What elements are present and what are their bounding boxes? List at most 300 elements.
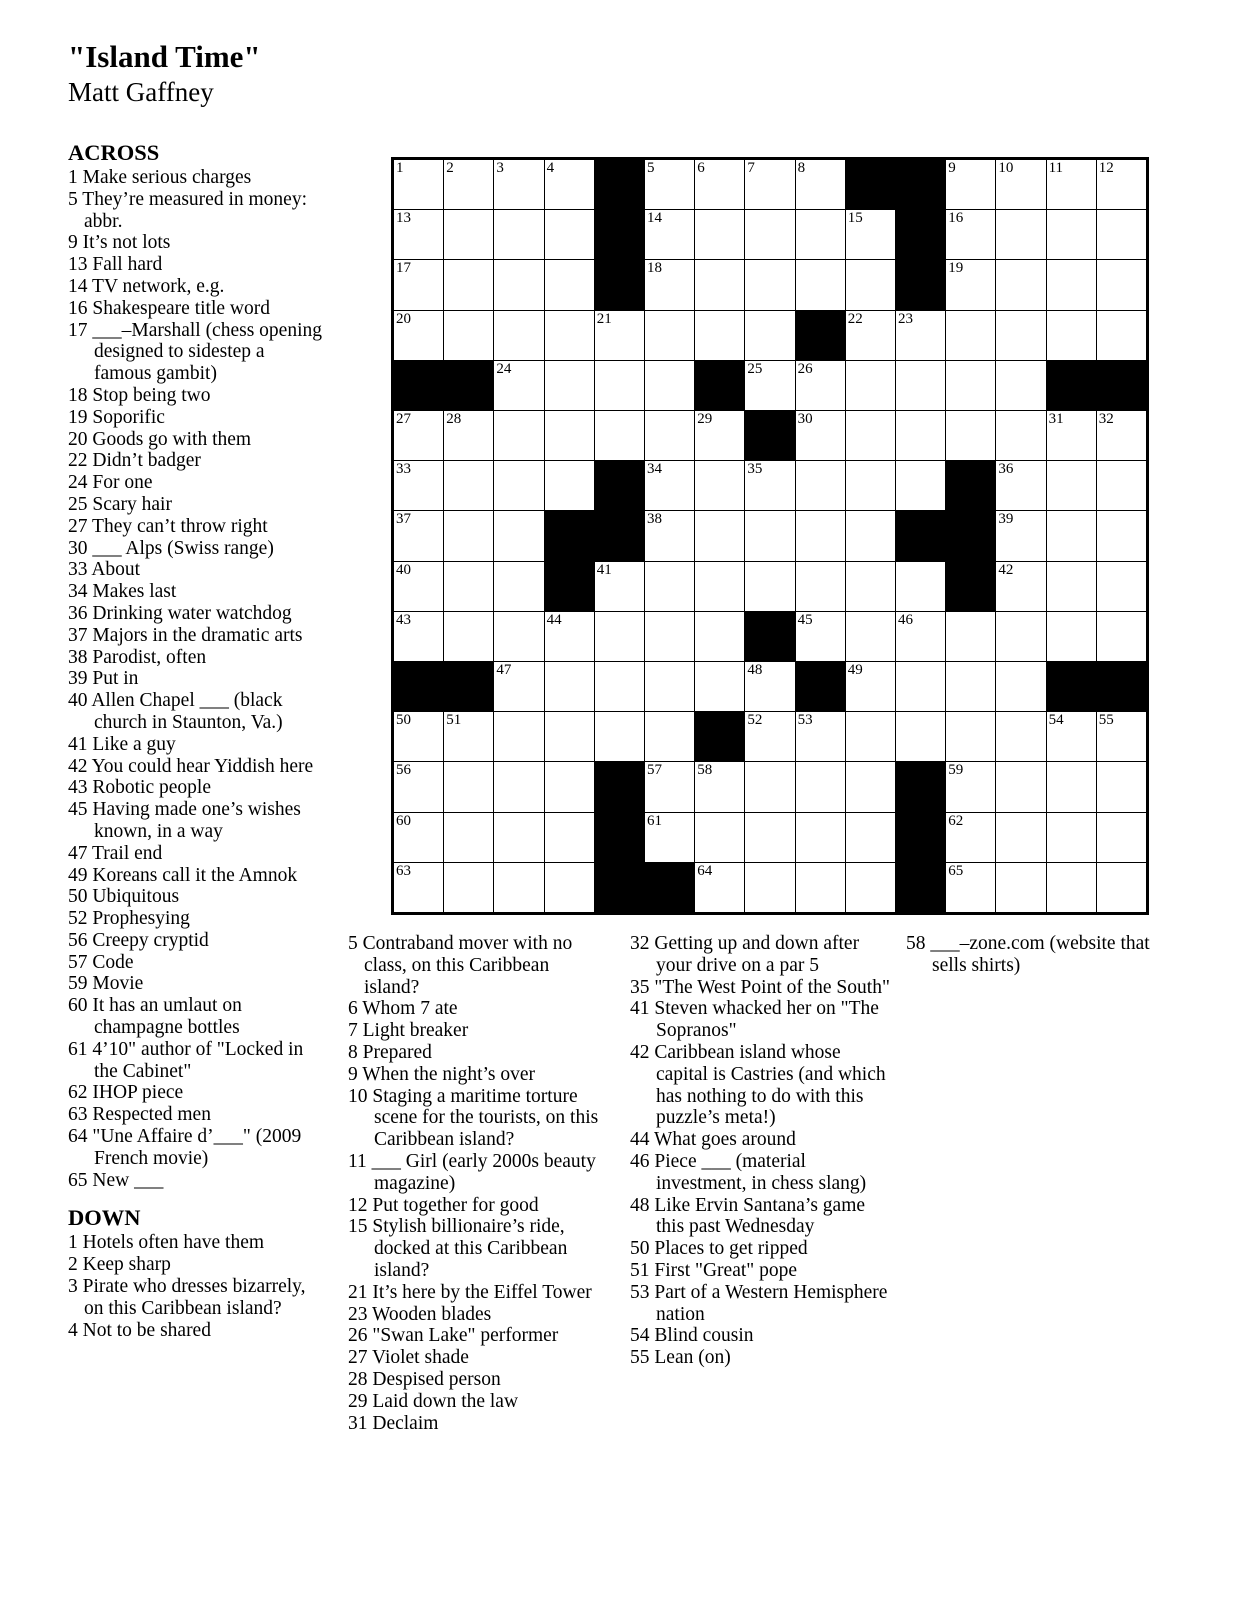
grid-cell[interactable] — [946, 762, 995, 811]
grid-cell[interactable] — [494, 863, 543, 912]
grid-cell[interactable] — [695, 210, 744, 259]
clue-number: 10 — [348, 1085, 368, 1107]
grid-cell[interactable] — [394, 762, 443, 811]
cell-number: 44 — [546, 611, 562, 628]
clue-number: 42 — [630, 1041, 650, 1063]
grid-cell[interactable] — [846, 562, 895, 611]
grid-cell[interactable] — [444, 612, 493, 661]
grid-cell[interactable] — [946, 260, 995, 309]
clue-41 — [630, 998, 892, 1042]
clue-text: Movie — [92, 973, 144, 995]
grid-cell[interactable] — [946, 863, 995, 912]
grid-cell[interactable] — [645, 361, 694, 410]
grid-cell[interactable] — [595, 311, 644, 360]
grid-cell[interactable] — [946, 411, 995, 460]
grid-cell[interactable] — [494, 461, 543, 510]
grid-cell[interactable] — [796, 461, 845, 510]
grid-cell[interactable] — [545, 260, 594, 309]
grid-black-cell — [745, 411, 794, 460]
grid-cell[interactable] — [745, 210, 794, 259]
clue-text: Makes last — [92, 581, 177, 603]
grid-cell[interactable] — [1097, 562, 1146, 611]
clue-49 — [68, 865, 324, 887]
clue-21 — [348, 1282, 606, 1304]
grid-cell[interactable] — [796, 863, 845, 912]
grid-cell[interactable] — [796, 260, 845, 309]
clue-text: Hotels often have them — [82, 1232, 265, 1254]
grid-cell[interactable] — [745, 511, 794, 560]
cell-number: 33 — [396, 461, 411, 478]
clue-number: 17 — [68, 319, 88, 341]
clue-text: Like a guy — [92, 733, 176, 755]
clue-50 — [68, 886, 324, 908]
clue-60 — [68, 995, 324, 1039]
clue-number: 1 — [68, 1232, 78, 1254]
grid-cell[interactable] — [1047, 863, 1096, 912]
grid-black-cell — [394, 361, 443, 410]
grid-cell[interactable] — [896, 662, 945, 711]
grid-cell[interactable] — [796, 411, 845, 460]
cell-number: 20 — [396, 310, 411, 327]
grid-cell[interactable] — [1097, 411, 1146, 460]
grid-cell[interactable] — [695, 411, 744, 460]
clue-number: 41 — [68, 733, 88, 755]
grid-cell[interactable] — [745, 863, 794, 912]
grid-cell[interactable] — [996, 260, 1045, 309]
clue-number: 40 — [68, 690, 88, 712]
grid-cell[interactable] — [996, 511, 1045, 560]
grid-cell[interactable] — [996, 662, 1045, 711]
clue-number: 6 — [348, 998, 358, 1020]
grid-cell[interactable] — [695, 562, 744, 611]
clue-text: For one — [92, 472, 153, 494]
clue-64 — [68, 1126, 324, 1170]
grid-cell[interactable] — [545, 361, 594, 410]
grid-cell[interactable] — [645, 662, 694, 711]
clue-17 — [68, 320, 324, 385]
grid-cell[interactable] — [946, 813, 995, 862]
clue-7 — [348, 1020, 606, 1042]
cell-number: 14 — [647, 210, 662, 227]
grid-cell[interactable] — [1097, 863, 1146, 912]
clue-25 — [68, 494, 324, 516]
grid-cell[interactable] — [846, 712, 895, 761]
grid-cell[interactable] — [645, 411, 694, 460]
grid-cell[interactable] — [896, 712, 945, 761]
grid-cell[interactable] — [796, 813, 845, 862]
grid-black-cell — [745, 612, 794, 661]
grid-cell[interactable] — [1047, 311, 1096, 360]
grid-cell[interactable] — [796, 160, 845, 209]
grid-cell[interactable] — [1097, 511, 1146, 560]
grid-cell[interactable] — [1097, 461, 1146, 510]
grid-cell[interactable] — [846, 461, 895, 510]
grid-black-cell — [896, 762, 945, 811]
grid-cell[interactable] — [394, 311, 443, 360]
grid-cell[interactable] — [444, 210, 493, 259]
grid-cell[interactable] — [796, 210, 845, 259]
grid-black-cell — [545, 562, 594, 611]
grid-black-cell — [1047, 361, 1096, 410]
grid-cell[interactable] — [444, 511, 493, 560]
grid-cell[interactable] — [1047, 562, 1096, 611]
grid-cell[interactable] — [444, 260, 493, 309]
grid-cell[interactable] — [996, 813, 1045, 862]
grid-cell[interactable] — [645, 712, 694, 761]
clue-38 — [68, 647, 324, 669]
clue-16 — [68, 298, 324, 320]
grid-cell[interactable] — [444, 160, 493, 209]
clue-text: Goods go with them — [92, 428, 252, 450]
grid-cell[interactable] — [846, 411, 895, 460]
grid-cell[interactable] — [1047, 260, 1096, 309]
grid-cell[interactable] — [394, 863, 443, 912]
grid-cell[interactable] — [1097, 311, 1146, 360]
grid-cell[interactable] — [1097, 813, 1146, 862]
grid-cell[interactable] — [946, 662, 995, 711]
grid-cell[interactable] — [645, 260, 694, 309]
grid-cell[interactable] — [645, 461, 694, 510]
grid-cell[interactable] — [545, 813, 594, 862]
cell-number: 24 — [496, 360, 512, 377]
clue-text: It’s here by the Eiffel Tower — [372, 1281, 592, 1303]
grid-cell[interactable] — [1047, 712, 1096, 761]
clue-text: ___ Girl (early 2000s beauty magazine) — [371, 1150, 596, 1194]
clue-number: 64 — [68, 1126, 88, 1148]
clue-number: 2 — [68, 1254, 78, 1276]
grid-cell[interactable] — [1097, 260, 1146, 309]
grid-cell[interactable] — [545, 461, 594, 510]
grid-cell[interactable] — [394, 210, 443, 259]
grid-cell[interactable] — [796, 562, 845, 611]
grid-cell[interactable] — [745, 361, 794, 410]
grid-cell[interactable] — [846, 361, 895, 410]
grid-cell[interactable] — [494, 712, 543, 761]
grid-cell[interactable] — [494, 411, 543, 460]
cell-number: 17 — [396, 260, 411, 277]
clue-text: Contraband mover with no class, on this Caribbean island? — [362, 933, 573, 998]
grid-cell[interactable] — [595, 662, 644, 711]
grid-cell[interactable] — [846, 511, 895, 560]
grid-cell[interactable] — [695, 511, 744, 560]
grid-cell[interactable] — [444, 712, 493, 761]
grid-cell[interactable] — [595, 562, 644, 611]
grid-cell[interactable] — [394, 562, 443, 611]
clue-number: 34 — [68, 581, 88, 603]
grid-cell[interactable] — [645, 160, 694, 209]
grid-cell[interactable] — [796, 712, 845, 761]
grid-black-cell — [896, 813, 945, 862]
grid-cell[interactable] — [645, 562, 694, 611]
grid-cell[interactable] — [695, 461, 744, 510]
across-heading: ACROSS — [68, 140, 160, 165]
clue-number: 15 — [348, 1216, 368, 1238]
grid-cell[interactable] — [745, 311, 794, 360]
grid-cell[interactable] — [444, 461, 493, 510]
grid-cell[interactable] — [996, 612, 1045, 661]
grid-cell[interactable] — [946, 160, 995, 209]
grid-cell[interactable] — [1097, 612, 1146, 661]
clue-text: TV network, e.g. — [92, 275, 225, 297]
grid-cell[interactable] — [444, 411, 493, 460]
grid-cell[interactable] — [695, 160, 744, 209]
grid-cell[interactable] — [545, 863, 594, 912]
clue-9 — [68, 232, 324, 254]
cell-number: 16 — [948, 210, 964, 227]
clue-text: Steven whacked her on "The Sopranos" — [654, 998, 879, 1042]
grid-cell[interactable] — [494, 361, 543, 410]
clue-33 — [68, 559, 324, 581]
down-clue-list-2 — [348, 933, 606, 1434]
clue-text: Prophesying — [92, 908, 190, 930]
grid-cell[interactable] — [745, 160, 794, 209]
grid-cell[interactable] — [494, 311, 543, 360]
grid-black-cell — [545, 511, 594, 560]
clue-number: 22 — [68, 450, 88, 472]
grid-cell[interactable] — [494, 210, 543, 259]
grid-cell[interactable] — [846, 662, 895, 711]
clue-34 — [68, 581, 324, 603]
clue-number: 39 — [68, 668, 88, 690]
grid-cell[interactable] — [444, 562, 493, 611]
grid-cell[interactable] — [494, 562, 543, 611]
clue-number: 14 — [68, 275, 88, 297]
grid-cell[interactable] — [745, 461, 794, 510]
clue-48 — [630, 1195, 892, 1239]
grid-cell[interactable] — [1097, 160, 1146, 209]
grid-cell[interactable] — [1097, 762, 1146, 811]
grid-black-cell — [394, 662, 443, 711]
clue-text: Like Ervin Santana’s game this past Wednesday — [654, 1194, 866, 1238]
grid-cell[interactable] — [946, 612, 995, 661]
grid-cell[interactable] — [1047, 411, 1096, 460]
cell-number: 2 — [446, 160, 454, 176]
grid-black-cell — [595, 511, 644, 560]
grid-cell[interactable] — [645, 311, 694, 360]
grid-cell[interactable] — [394, 160, 443, 209]
down-heading: DOWN — [68, 1205, 141, 1231]
grid-cell[interactable] — [645, 762, 694, 811]
clue-number: 46 — [630, 1150, 650, 1172]
cell-number: 30 — [797, 411, 813, 427]
grid-cell[interactable] — [645, 511, 694, 560]
clue-number: 57 — [68, 951, 88, 973]
grid-cell[interactable] — [494, 511, 543, 560]
clue-number: 44 — [630, 1129, 650, 1151]
grid-black-cell — [1097, 361, 1146, 410]
clue-number: 18 — [68, 384, 88, 406]
clue-text: Scary hair — [92, 493, 172, 515]
grid-cell[interactable] — [846, 612, 895, 661]
grid-cell[interactable] — [1047, 461, 1096, 510]
grid-cell[interactable] — [494, 260, 543, 309]
grid-cell[interactable] — [1047, 160, 1096, 209]
across-clue-list — [68, 167, 324, 1191]
grid-cell[interactable] — [394, 411, 443, 460]
grid-cell[interactable] — [1047, 210, 1096, 259]
clue-number: 52 — [68, 908, 88, 930]
grid-cell[interactable] — [745, 762, 794, 811]
clue-text: 4’10" author of "Locked in the Cabinet" — [92, 1038, 304, 1082]
clue-54 — [630, 1325, 892, 1347]
clue-text: Despised person — [372, 1368, 501, 1390]
cell-number: 47 — [496, 662, 512, 678]
grid-cell[interactable] — [1097, 712, 1146, 761]
clue-number: 50 — [630, 1238, 650, 1260]
clue-text: IHOP piece — [92, 1082, 184, 1104]
grid-cell[interactable] — [996, 160, 1045, 209]
clue-29 — [348, 1391, 606, 1413]
grid-cell[interactable] — [846, 311, 895, 360]
cell-number: 54 — [1048, 712, 1064, 729]
grid-cell[interactable] — [745, 562, 794, 611]
title-block — [68, 40, 261, 107]
grid-cell[interactable] — [444, 863, 493, 912]
grid-cell[interactable] — [695, 612, 744, 661]
grid-cell[interactable] — [695, 260, 744, 309]
clue-55 — [630, 1347, 892, 1369]
grid-cell[interactable] — [745, 813, 794, 862]
clue-text: Violet shade — [372, 1347, 469, 1369]
grid-cell[interactable] — [545, 662, 594, 711]
grid-cell[interactable] — [796, 511, 845, 560]
clue-number: 16 — [68, 297, 88, 319]
grid-cell[interactable] — [996, 762, 1045, 811]
grid-cell[interactable] — [796, 762, 845, 811]
grid-cell[interactable] — [595, 411, 644, 460]
clue-text: Koreans call it the Amnok — [92, 864, 298, 886]
grid-cell[interactable] — [394, 461, 443, 510]
clue-number: 35 — [630, 976, 650, 998]
grid-black-cell — [896, 160, 945, 209]
grid-cell[interactable] — [996, 712, 1045, 761]
clue-23 — [348, 1304, 606, 1326]
grid-cell[interactable] — [846, 210, 895, 259]
clue-text: About — [91, 559, 141, 581]
grid-cell[interactable] — [896, 361, 945, 410]
clue-text: They’re measured in money: abbr. — [82, 188, 307, 232]
grid-cell[interactable] — [846, 813, 895, 862]
clue-11 — [348, 1151, 606, 1195]
grid-cell[interactable] — [695, 813, 744, 862]
clue-number: 63 — [68, 1104, 88, 1126]
grid-cell[interactable] — [996, 411, 1045, 460]
grid-cell[interactable] — [946, 361, 995, 410]
cell-number: 36 — [998, 461, 1014, 478]
clue-28 — [348, 1369, 606, 1391]
grid-cell[interactable] — [996, 461, 1045, 510]
cell-number: 5 — [647, 160, 655, 176]
clue-number: 37 — [68, 624, 88, 646]
grid-black-cell — [846, 160, 895, 209]
grid-cell[interactable] — [796, 612, 845, 661]
grid-cell[interactable] — [946, 210, 995, 259]
grid-cell[interactable] — [444, 311, 493, 360]
grid-cell[interactable] — [1047, 762, 1096, 811]
grid-cell[interactable] — [494, 662, 543, 711]
grid-cell[interactable] — [394, 511, 443, 560]
grid-cell[interactable] — [545, 411, 594, 460]
grid-cell[interactable] — [996, 562, 1045, 611]
grid-cell[interactable] — [846, 762, 895, 811]
grid-cell[interactable] — [494, 813, 543, 862]
grid-cell[interactable] — [896, 562, 945, 611]
grid-cell[interactable] — [695, 863, 744, 912]
grid-cell[interactable] — [996, 311, 1045, 360]
clue-text: Wooden blades — [372, 1303, 492, 1325]
grid-cell[interactable] — [946, 712, 995, 761]
grid-cell[interactable] — [645, 813, 694, 862]
grid-cell[interactable] — [494, 160, 543, 209]
clue-text: Places to get ripped — [654, 1238, 808, 1260]
cell-number: 31 — [1048, 411, 1064, 427]
grid-cell[interactable] — [745, 260, 794, 309]
grid-cell[interactable] — [996, 863, 1045, 912]
grid-cell[interactable] — [896, 411, 945, 460]
grid-cell[interactable] — [494, 762, 543, 811]
grid-cell[interactable] — [545, 311, 594, 360]
cell-number: 65 — [948, 862, 964, 879]
grid-cell[interactable] — [394, 813, 443, 862]
grid-cell[interactable] — [846, 863, 895, 912]
grid-cell[interactable] — [1047, 813, 1096, 862]
grid-cell[interactable] — [494, 612, 543, 661]
grid-cell[interactable] — [545, 160, 594, 209]
clue-text: Shakespeare title word — [92, 297, 270, 319]
grid-cell[interactable] — [996, 210, 1045, 259]
grid-cell[interactable] — [996, 361, 1045, 410]
grid-cell[interactable] — [896, 311, 945, 360]
grid-cell[interactable] — [946, 311, 995, 360]
grid-cell[interactable] — [846, 260, 895, 309]
clue-number: 59 — [68, 973, 88, 995]
clue-number: 21 — [348, 1281, 368, 1303]
grid-cell[interactable] — [444, 813, 493, 862]
grid-cell[interactable] — [545, 762, 594, 811]
clue-number: 5 — [68, 188, 78, 210]
grid-cell[interactable] — [545, 612, 594, 661]
grid-cell[interactable] — [545, 712, 594, 761]
grid-cell[interactable] — [1047, 612, 1096, 661]
grid-cell[interactable] — [695, 762, 744, 811]
clue-27 — [68, 516, 324, 538]
grid-cell[interactable] — [896, 612, 945, 661]
grid-cell[interactable] — [745, 712, 794, 761]
clue-46 — [630, 1151, 892, 1195]
grid-cell[interactable] — [645, 210, 694, 259]
grid-cell[interactable] — [745, 662, 794, 711]
grid-cell[interactable] — [595, 612, 644, 661]
grid-cell[interactable] — [394, 612, 443, 661]
cell-number: 61 — [647, 812, 662, 829]
cell-number: 4 — [546, 160, 555, 176]
grid-cell[interactable] — [796, 361, 845, 410]
grid-cell[interactable] — [394, 712, 443, 761]
cell-number: 13 — [396, 210, 411, 227]
grid-cell[interactable] — [1097, 210, 1146, 259]
grid-cell[interactable] — [695, 311, 744, 360]
clue-52 — [68, 908, 324, 930]
grid-cell[interactable] — [394, 260, 443, 309]
grid-cell[interactable] — [1047, 511, 1096, 560]
grid-cell[interactable] — [645, 612, 694, 661]
grid-cell[interactable] — [896, 461, 945, 510]
grid-cell[interactable] — [595, 361, 644, 410]
grid-cell[interactable] — [444, 762, 493, 811]
grid-cell[interactable] — [545, 210, 594, 259]
grid-cell[interactable] — [595, 712, 644, 761]
grid-cell[interactable] — [695, 662, 744, 711]
